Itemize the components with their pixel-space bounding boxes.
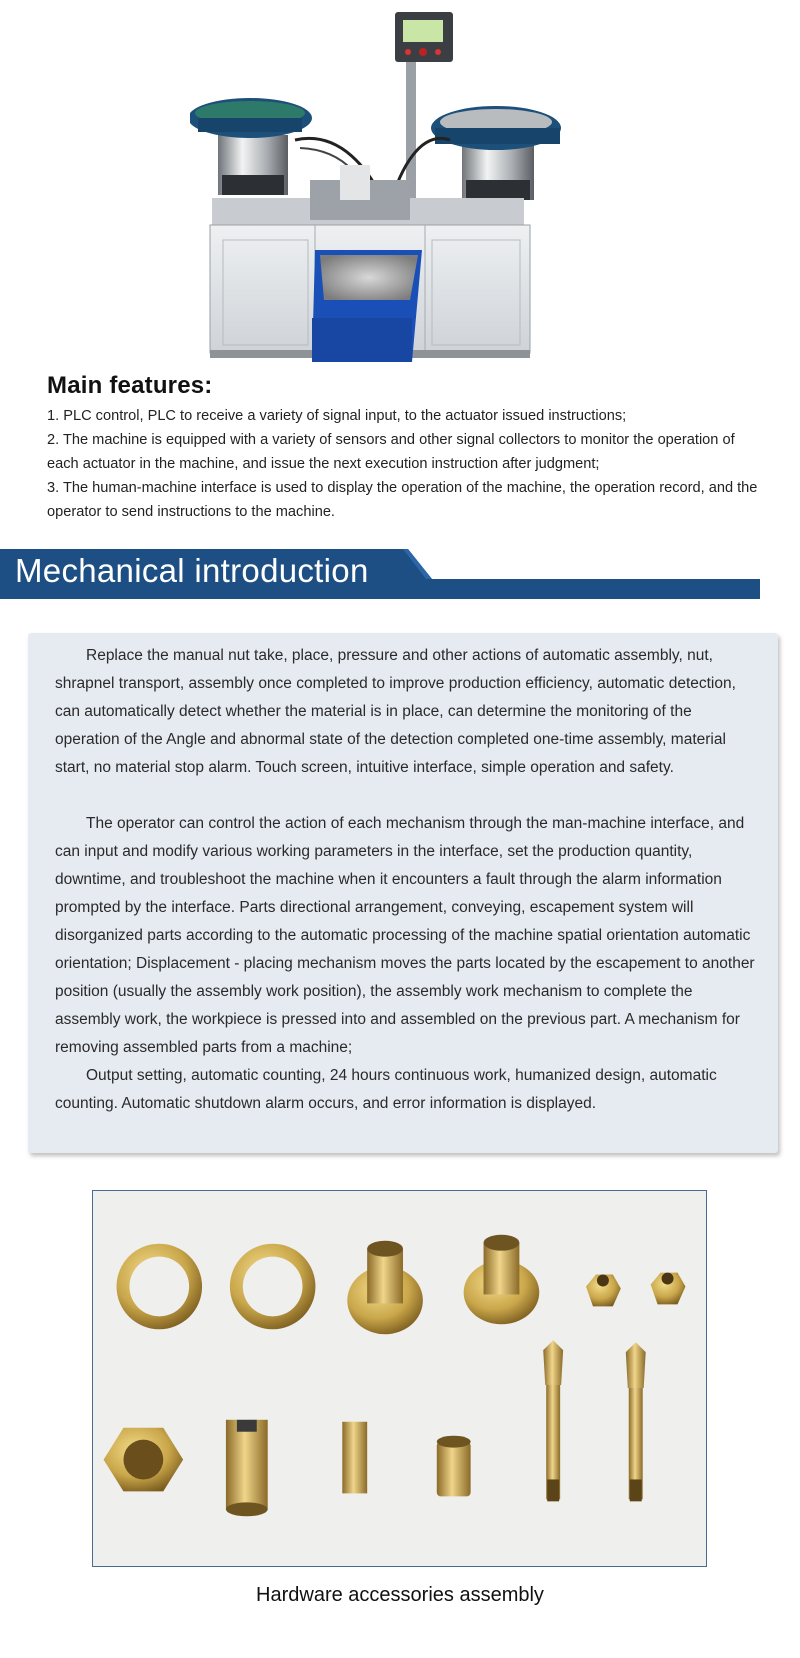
feature-item: 3. The human-machine interface is used to display the operation of the machine, the operation record, and the operator to send instructions to the machine. <box>47 480 758 520</box>
section-title: Mechanical introduction <box>15 552 369 589</box>
intro-paragraph: Output setting, automatic counting, 24 hours continuous work, humanized design, automatic counting. Automatic shutdown alarm occurs, and error information is displayed. <box>55 1067 717 1112</box>
feature-item: 2. The machine is equipped with a variety of sensors and other signal collectors to monitor the operation of each actuator in the machine, and issue the next execution instruction after judgment; <box>47 432 735 472</box>
intro-paragraph: The operator can control the action of each mechanism through the man-machine interface, and can input and modify various working parameters in the interface, set the production quantity, downtime, and troubleshoot the machine when it encounters a fault through the alarm information prompted by the interface. Parts directional arrangement, conveying, escapement system will disorganized parts according to the automatic processing of the machine spatial orientation automatic orientation; Displacement - placing mechanism moves the parts located by the escapement to another position (usually the assembly work position), the assembly work mechanism to complete the assembly work, the workpiece is pressed into and assembled on the previous part. A mechanism for removing assembled parts from a machine; <box>55 815 755 1056</box>
introduction-box <box>28 633 778 1153</box>
features-list <box>47 404 767 524</box>
photo-caption: Hardware accessories assembly <box>256 1584 544 1606</box>
hardware-parts-photo <box>92 1190 707 1567</box>
features-heading: Main features: <box>47 372 213 399</box>
feature-item: 1. PLC control, PLC to receive a variety of signal input, to the actuator issued instructions; <box>47 408 627 424</box>
main-features <box>47 372 767 524</box>
intro-paragraph: Replace the manual nut take, place, pressure and other actions of automatic assembly, nut, shrapnel transport, assembly once completed to improve production efficiency, automatic detection, can automatically detect whether the material is in place, can determine the monitoring of the operation of the Angle and abnormal state of the detection completed one-time assembly, material start, no material stop alarm. Touch screen, intuitive interface, simple operation and safety. <box>55 647 736 776</box>
assembly-machine-photo <box>190 0 590 372</box>
